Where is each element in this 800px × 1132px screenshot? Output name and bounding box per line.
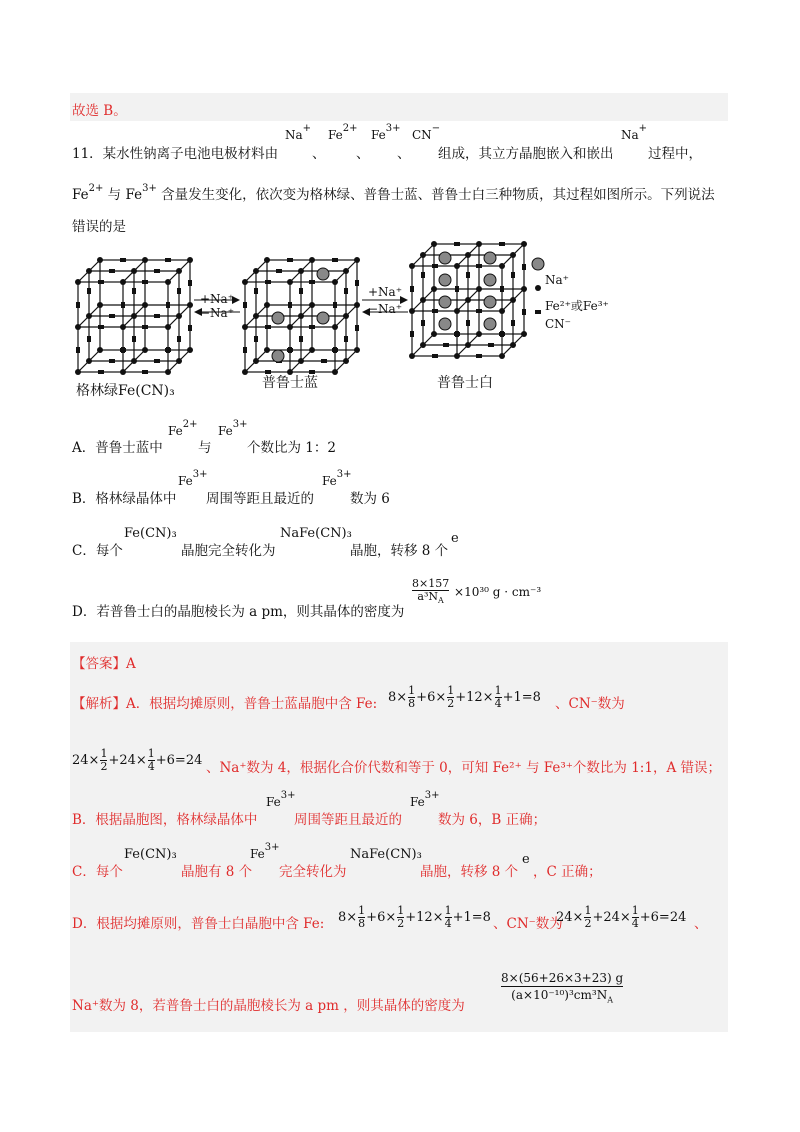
analysis-line-1 <box>72 692 377 712</box>
analysis-line-2-text: 、Na⁺数为 4，根据化合价代数和等于 0，可知 Fe²⁺ 与 Fe³⁺个数比为 1:1，A 错误； <box>206 760 721 776</box>
fe-charge: 3+ <box>192 469 208 480</box>
analysis-line-1-math: 8× $\frac{1}{8}$ +6× $\frac{1}{2}$ +12× $\frac{1}{4}$ +1=8 <box>388 684 541 710</box>
analysis-line-1-text: A．根据均摊原则，普鲁士蓝晶胞中含 Fe: <box>126 696 378 712</box>
analysis-line-6: Na⁺数为 8，若普鲁士白的晶胞棱长为 a pm ，则其晶体的密度为 <box>72 998 465 1014</box>
ion-cn-symbol: CN <box>412 128 432 142</box>
fe-symbol: Fe <box>178 474 193 488</box>
ion-cn-charge: − <box>431 123 441 134</box>
fe-charge-2: 2+ <box>88 183 104 194</box>
electron-symbol: e <box>451 531 459 546</box>
question-line-1 <box>72 142 278 162</box>
analysis-line-6-density <box>500 970 624 1008</box>
ion-fe3-symbol: Fe <box>371 128 386 142</box>
previous-answer: 故选 B。 <box>72 103 127 119</box>
option-a-text: A．普鲁士蓝中 <box>72 440 163 456</box>
analysis-line-1-cn: 、CN⁻数为 <box>555 696 625 712</box>
fe-symbol: Fe <box>72 187 89 203</box>
question-stem-end: 过程中， <box>648 146 702 162</box>
legend-na-label: Na⁺ <box>545 273 569 287</box>
option-a-fe3 <box>218 419 248 438</box>
analysis-line-3-end: 数为 6，B 正确； <box>438 812 547 828</box>
arrow-2-bottom: −Na⁺ <box>368 302 403 316</box>
analysis-line-4-formula-1: Fe(CN)₃ <box>124 847 177 862</box>
ion-fe3-charge: 3+ <box>385 123 401 134</box>
option-b-fe3-2 <box>322 469 352 488</box>
arrow-1-bottom: −Na⁺ <box>200 306 235 320</box>
fe-symbol: Fe <box>168 424 183 438</box>
analysis-line-5-math-2: 24× $\frac{1}{2}$ +24× $\frac{1}{4}$ +6=24 <box>556 904 687 930</box>
fe-symbol: Fe <box>218 424 233 438</box>
density-numerator: 8×(56+26×3+23) g <box>501 971 624 985</box>
sep-1: 、 <box>312 146 326 162</box>
legend <box>532 258 544 314</box>
density-fraction <box>412 578 449 607</box>
legend-cn-label: CN⁻ <box>545 317 572 331</box>
fe-charge: 3+ <box>336 469 352 480</box>
analysis-line-4-d: 晶胞，转移 8 个 <box>420 864 519 880</box>
question-stem-start: 11．某水性钠离子电池电极材料由 <box>72 146 279 162</box>
legend-fe-swatch <box>535 285 541 291</box>
ion-na <box>285 123 312 142</box>
analysis-line-3: B．根据晶胞图，格林绿晶体中 <box>72 812 258 828</box>
ion-fe2 <box>328 123 358 142</box>
cell-blue <box>242 257 360 375</box>
arrow-2-top: +Na⁺ <box>368 285 403 299</box>
option-d: D．若普鲁士白的晶胞棱长为 a pm，则其晶体的密度为 <box>72 604 405 620</box>
ion-fe2-symbol: Fe <box>328 128 343 142</box>
question-line-2-text: 含量发生变化，依次变为格林绿、普鲁士蓝、普鲁士白三种物质，其过程如图所示。下列说法 <box>161 187 715 203</box>
option-c-formula-1: Fe(CN)₃ <box>124 526 177 541</box>
ion-na-symbol: Na <box>621 128 639 142</box>
analysis-line-4: C．每个 <box>72 864 123 880</box>
ion-fe2-charge: 2+ <box>342 123 358 134</box>
question-line-3: 错误的是 <box>72 219 126 235</box>
arrow-1-top: +Na⁺ <box>200 292 235 306</box>
option-a <box>72 436 163 456</box>
analysis-line-4-e: e <box>522 852 530 867</box>
question-stem-middle: 组成，其立方晶胞嵌入和嵌出 <box>438 146 614 162</box>
option-c-formula-2: NaFe(CN)₃ <box>280 526 352 541</box>
option-b: B．格林绿晶体中 <box>72 491 177 507</box>
analysis-label: 【解析】 <box>72 696 126 712</box>
density-den-sub: A <box>607 995 613 1005</box>
option-c: C．每个 <box>72 543 123 559</box>
option-b-fe3 <box>178 469 208 488</box>
analysis-line-5-math-1: 8× $\frac{1}{8}$ +6× $\frac{1}{2}$ +12× $\frac{1}{4}$ +1=8 <box>338 904 491 930</box>
analysis-line-5: D．根据均摊原则，普鲁士白晶胞中含 Fe: <box>72 916 325 932</box>
question-line-2 <box>72 183 715 203</box>
density-den-main: (a×10⁻¹⁰)³cm³N <box>511 988 608 1002</box>
option-c-end: 晶胞，转移 8 个 <box>350 543 449 559</box>
analysis-line-2-math: 24× $\frac{1}{2}$ +24× $\frac{1}{4}$ +6=24 <box>72 747 203 773</box>
density-denominator <box>511 987 613 1008</box>
answer-label: 【答案】A <box>72 656 136 672</box>
cell-white-label: 普鲁士白 <box>437 375 493 391</box>
option-a-and: 与 <box>198 440 212 456</box>
ion-na-charge: + <box>638 123 648 134</box>
density-den-main: a³N <box>417 590 439 603</box>
ion-cn <box>412 123 441 142</box>
cell-green <box>75 257 193 375</box>
ion-fe3 <box>371 123 401 142</box>
analysis-line-3-fe3-2: $Fe^{3+}$ <box>410 790 440 809</box>
density-den-sub: A <box>438 596 444 606</box>
legend-fe-label: Fe²⁺或Fe³⁺ <box>545 299 609 313</box>
analysis-line-3-middle: 周围等距且最近的 <box>294 812 402 828</box>
analysis-line-4-formula-2: NaFe(CN)₃ <box>350 847 422 862</box>
ion-na-symbol: Na <box>285 128 303 142</box>
previous-answer-band <box>70 93 728 121</box>
fe-symbol: Fe <box>322 474 337 488</box>
legend-cn-swatch <box>535 310 541 314</box>
density-numerator: 8×157 <box>412 577 450 590</box>
analysis-line-5-cn: 、CN⁻数为 <box>493 916 563 932</box>
option-a-fe2 <box>168 419 198 438</box>
analysis-line-3-fe3: $Fe^{3+}$ <box>266 790 296 809</box>
fe-charge: 2+ <box>182 419 198 430</box>
cell-green-label: 格林绿Fe(CN)₃ <box>76 383 175 399</box>
and-fe: 与 Fe <box>107 187 143 203</box>
analysis-line-4-fe3: $Fe^{3+}$ <box>250 842 280 861</box>
analysis-line-4-b: 晶胞有 8 个 <box>181 864 253 880</box>
option-d-density <box>411 578 541 607</box>
analysis-line-4-c: 完全转化为 <box>279 864 347 880</box>
option-a-ratio: 个数比为 1：2 <box>247 440 336 456</box>
fe-charge: 3+ <box>232 419 248 430</box>
option-b-middle: 周围等距且最近的 <box>206 491 314 507</box>
analysis-line-5-end: 、 <box>694 916 708 932</box>
option-c-middle: 晶胞完全转化为 <box>181 543 276 559</box>
option-b-count: 数为 6 <box>350 491 390 507</box>
sep-2: 、 <box>356 146 370 162</box>
cell-white <box>409 241 527 359</box>
density-denominator <box>417 591 443 607</box>
sep-3: 、 <box>397 146 411 162</box>
fe-charge-3: 3+ <box>142 183 157 194</box>
legend-na-swatch <box>532 258 544 270</box>
cell-blue-label: 普鲁士蓝 <box>262 375 318 391</box>
ion-na-2 <box>621 123 648 142</box>
analysis-line-4-end: ，C 正确； <box>533 864 602 880</box>
ion-na-charge: + <box>302 123 312 134</box>
density-tail: ×10³⁰ g · cm⁻³ <box>454 585 542 600</box>
